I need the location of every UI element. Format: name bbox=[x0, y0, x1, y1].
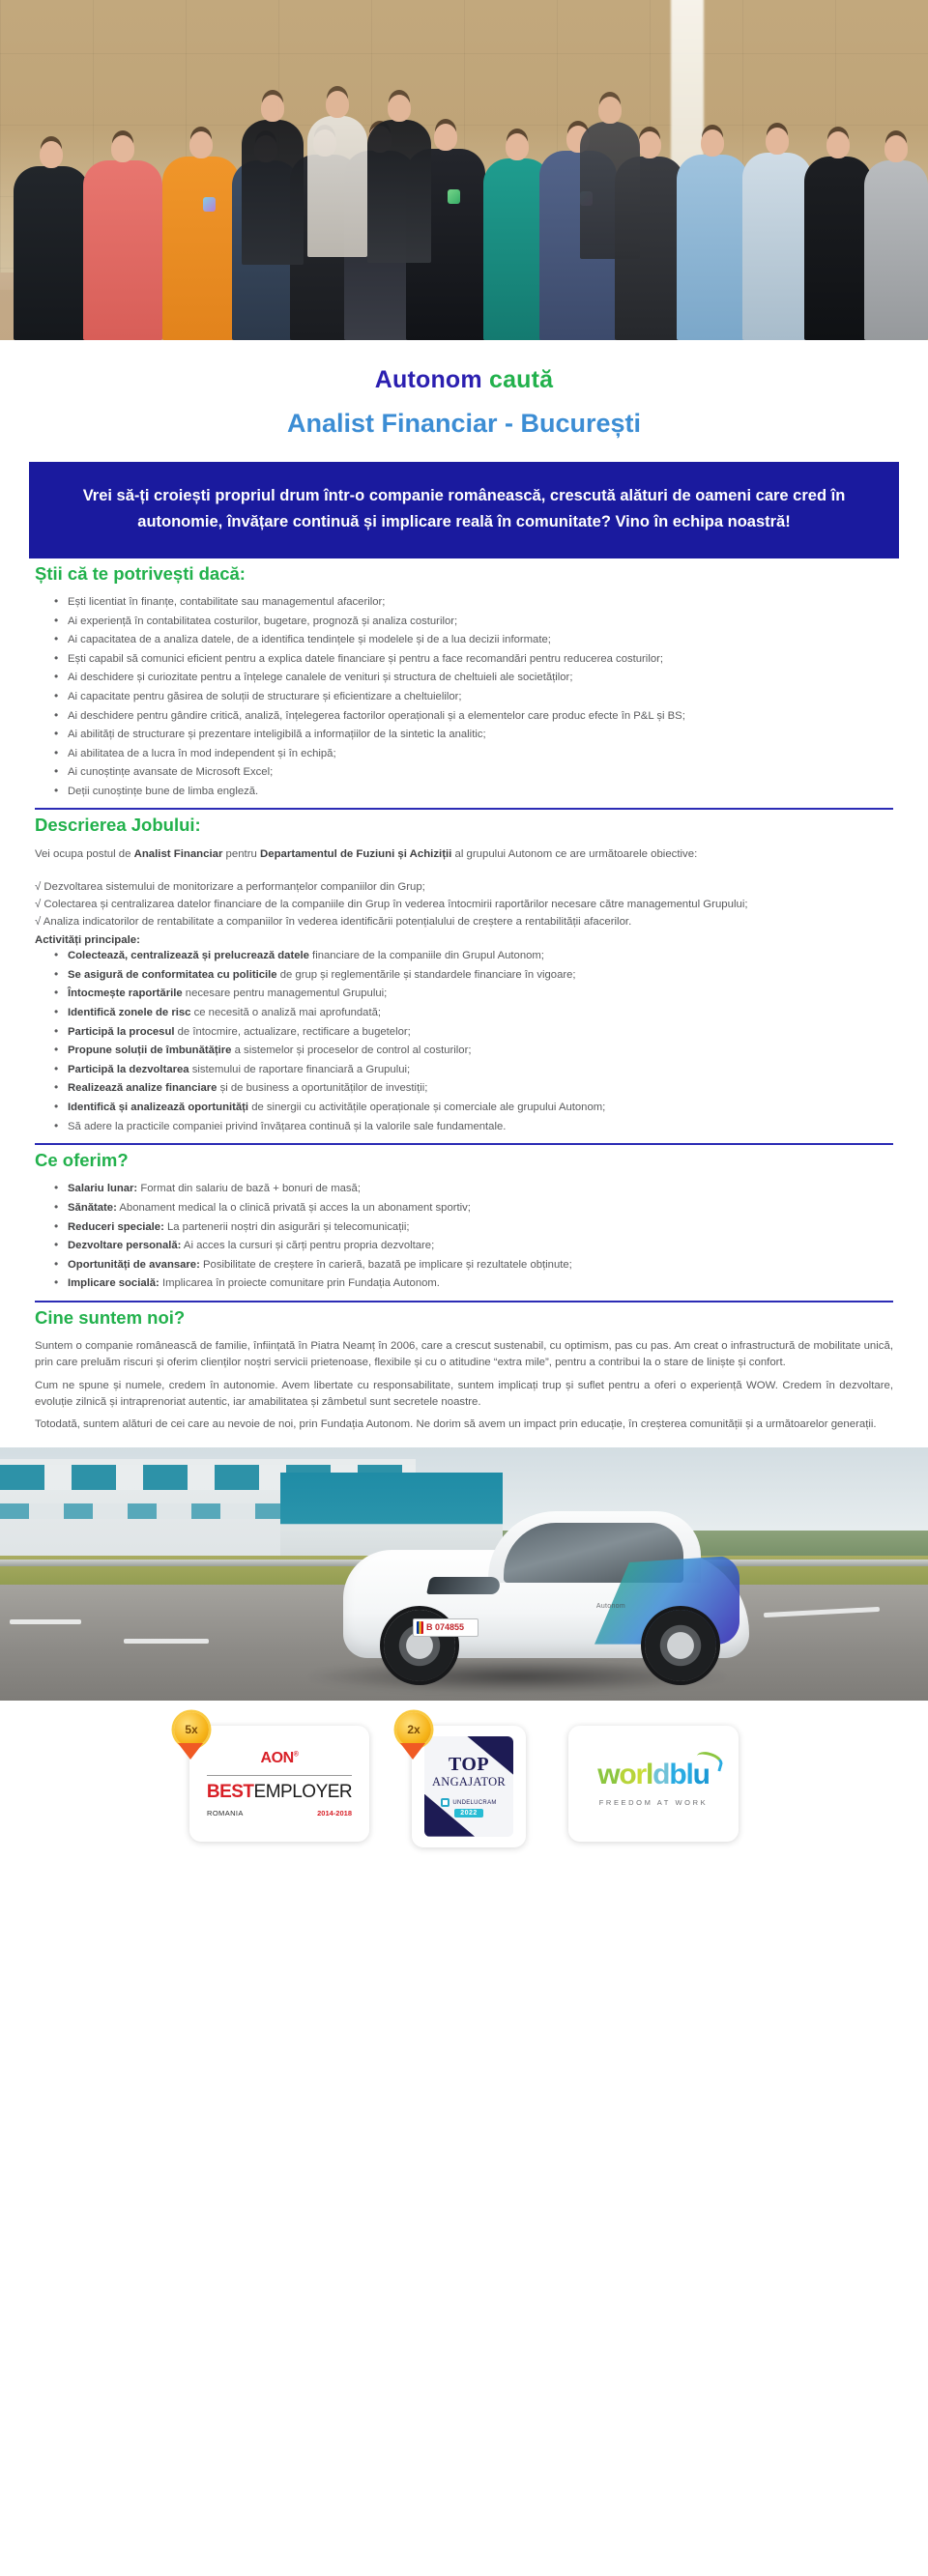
ribbon-badge-icon: 5x bbox=[174, 1712, 209, 1747]
aon-title-best: BEST bbox=[206, 1781, 254, 1802]
top-angajator-line2: ANGAJATOR bbox=[431, 1775, 507, 1789]
worldblu-letter: u bbox=[692, 1758, 710, 1790]
name-badge bbox=[203, 197, 216, 212]
worldblu-logo bbox=[597, 1760, 709, 1789]
person-head bbox=[884, 135, 908, 162]
about-paragraph: Totodată, suntem alături de cei care au nevoie de noi, prin Fundația Autonom. Ne dorim să avem un impact prin educație, în creșterea comunității și a următoarelor generații. bbox=[35, 1418, 877, 1431]
item-bold: Salariu lunar: bbox=[68, 1183, 138, 1195]
rear-wheel bbox=[645, 1610, 716, 1681]
person bbox=[242, 120, 304, 265]
section-title-job-description: Descrierea Jobului: bbox=[35, 815, 201, 836]
section-title-requirements: Știi că te potrivești dacă: bbox=[35, 562, 246, 584]
item-bold: Oportunități de avansare: bbox=[68, 1258, 200, 1271]
aon-footer bbox=[207, 1809, 352, 1818]
person bbox=[162, 157, 240, 340]
divider bbox=[207, 1775, 352, 1776]
job-description-intro bbox=[35, 846, 893, 863]
list-item bbox=[54, 1257, 889, 1274]
person bbox=[864, 160, 928, 340]
person bbox=[83, 160, 162, 340]
awards-footer bbox=[0, 1701, 928, 1878]
person bbox=[580, 122, 640, 259]
item-bold: Se asigură de conformitatea cu politicile bbox=[68, 968, 277, 981]
item-bold: Reduceri speciale: bbox=[68, 1220, 164, 1233]
list-item bbox=[54, 1024, 889, 1041]
list-item: √ Dezvoltarea sistemului de monitorizare a performanțelor companiilor din Grup; bbox=[35, 880, 425, 893]
person bbox=[14, 166, 89, 340]
top-angajator-line1: TOP bbox=[448, 1754, 490, 1776]
item-rest: sistemului de raportare financiară a Grupului; bbox=[188, 1063, 411, 1075]
ro-flag-icon bbox=[417, 1621, 423, 1634]
worldblu-letter: l bbox=[646, 1758, 653, 1790]
company-name: Autonom bbox=[374, 366, 482, 393]
license-plate bbox=[413, 1618, 478, 1637]
about-paragraph: Suntem o companie românească de familie, înființată în Piatra Neamț în 2006, care a crescut sustenabil, cu optimism, pas cu pas. Am creat o infrastructură de mobilitate unică, prin care preluăm riscuri și oferim clienților noștri servicii prietenoase, flexibile și cu o atitudine “extra mile”, pentru a contribui la o stare de liniște și confort. bbox=[35, 1340, 893, 1369]
person bbox=[677, 155, 748, 340]
item-rest: a sistemelor și proceselor de control al costurilor; bbox=[231, 1045, 472, 1057]
person bbox=[742, 153, 812, 340]
requirements-list bbox=[35, 594, 893, 800]
undelucram-year: 2022 bbox=[454, 1809, 483, 1818]
person-head bbox=[506, 133, 529, 160]
section-divider bbox=[35, 808, 893, 810]
person-head bbox=[326, 91, 349, 118]
activities-heading: Activități principale: bbox=[35, 934, 140, 947]
objectives-list bbox=[35, 879, 893, 930]
headlight bbox=[426, 1577, 502, 1594]
hero-team-photo bbox=[0, 0, 928, 340]
list-item: • Ai deschidere și curiozitate pentru a înțelege canalele de venituri și structura de cheltuieli ale societăților; bbox=[54, 670, 889, 686]
undelucram-source bbox=[441, 1798, 496, 1807]
list-item bbox=[54, 1119, 889, 1135]
person-head bbox=[766, 128, 789, 155]
worldblu-letter: d bbox=[652, 1758, 670, 1790]
aon-title bbox=[207, 1783, 352, 1801]
person bbox=[367, 120, 431, 263]
autonom-car bbox=[343, 1509, 749, 1683]
section-divider bbox=[35, 1301, 893, 1302]
lane-marking bbox=[124, 1639, 209, 1644]
list-item bbox=[54, 1275, 889, 1292]
posting-content bbox=[0, 562, 928, 1434]
item-bold: Realizează analize financiare bbox=[68, 1082, 218, 1095]
person-head bbox=[701, 129, 724, 157]
list-item bbox=[54, 1238, 889, 1254]
intro-mid: pentru bbox=[222, 847, 261, 860]
hero-people-group bbox=[0, 99, 928, 340]
list-item: • Ai abilități de structurare și prezentare inteligibilă a informațiilor de la sintetic la analitic; bbox=[54, 727, 889, 743]
item-rest: Implicarea în proiecte comunitare prin Fundația Autonom. bbox=[159, 1277, 440, 1290]
about-paragraph: Cum ne spune și numele, credem în autonomie. Avem libertate cu responsabilitate, suntem implicați trup și suflet pentru a oferi o experiență WOW. Credem în dezvoltare, evoluție zilnică și intraprenoriat autentic, iar amabilitatea și zâmbetul sunt secretele noastre. bbox=[35, 1379, 893, 1408]
item-rest: de întocmire, actualizare, rectificare a bugetelor; bbox=[174, 1025, 411, 1038]
person-head bbox=[261, 95, 284, 122]
intro-role: Analist Financiar bbox=[133, 847, 223, 860]
item-bold: Întocmește raportările bbox=[68, 987, 183, 1000]
item-bold: Sănătate: bbox=[68, 1201, 117, 1214]
aon-brand-text: AON bbox=[260, 1749, 294, 1766]
list-item: • Ai experiență în contabilitatea costurilor, bugetare, prognoză și analiza costurilor; bbox=[54, 614, 889, 630]
list-item: • Ai capacitate pentru găsirea de soluții de structurare și eficientizare a cheltuielilor; bbox=[54, 689, 889, 705]
list-item bbox=[54, 1043, 889, 1059]
item-rest: La partenerii noștri din asigurări și telecomunicații; bbox=[163, 1220, 410, 1233]
list-item bbox=[54, 967, 889, 984]
list-item: • Deții cunoștințe bune de limba engleză. bbox=[54, 784, 889, 800]
ribbon-badge-icon: 2x bbox=[396, 1712, 431, 1747]
worldblu-tagline: FREEDOM AT WORK bbox=[598, 1797, 709, 1807]
registered-mark-icon: ® bbox=[293, 1751, 299, 1759]
list-item bbox=[54, 986, 889, 1002]
person-head bbox=[826, 131, 850, 158]
person-head bbox=[638, 131, 661, 158]
list-item: • Ai deschidere pentru gândire critică, analiză, înțelegerea factorilor operaționali și a elementelor care produc efecte în P&L și BS; bbox=[54, 708, 889, 725]
person bbox=[307, 116, 367, 257]
person-head bbox=[189, 131, 213, 158]
item-bold: Colectează, centralizează și prelucrează datele bbox=[68, 950, 309, 962]
car-brand-label: Autonom bbox=[595, 1602, 625, 1610]
worldblu-letter: b bbox=[669, 1758, 686, 1790]
aon-country: ROMANIA bbox=[207, 1808, 244, 1818]
worldblu-letter: l bbox=[685, 1758, 693, 1790]
lane-marking bbox=[10, 1619, 81, 1624]
activities-list bbox=[35, 948, 893, 1134]
item-rest: Posibilitate de creștere în carieră, bazată pe implicare și rezultatele obținute; bbox=[199, 1258, 572, 1271]
lane-marking bbox=[764, 1607, 880, 1617]
item-rest: Să adere la practicile companiei privind învățarea continuă și la valorile sale fundamentale. bbox=[68, 1120, 507, 1132]
item-rest: Abonament medical la o clinică privată și acces la un abonament sportiv; bbox=[116, 1201, 471, 1214]
worldblu-letter: w bbox=[597, 1758, 620, 1790]
item-rest: financiare de la companiile din Grupul Autonom; bbox=[308, 950, 544, 962]
aon-years: 2014-2018 bbox=[317, 1808, 352, 1818]
award-top-angajator bbox=[407, 1722, 526, 1847]
undelucram-label: UNDELUCRAM bbox=[452, 1799, 497, 1806]
item-rest: Format din salariu de bază + bonuri de masă; bbox=[137, 1183, 361, 1195]
item-bold: Dezvoltare personală: bbox=[68, 1240, 182, 1252]
name-badge bbox=[448, 189, 460, 204]
list-item bbox=[54, 1200, 889, 1216]
person-head bbox=[40, 141, 63, 168]
person-head bbox=[388, 95, 411, 122]
award-aon-best-employer bbox=[185, 1722, 369, 1842]
item-rest: Ai acces la cursuri și cărți pentru propria dezvoltare; bbox=[181, 1240, 435, 1252]
person-head bbox=[598, 97, 622, 124]
person-head bbox=[434, 124, 457, 151]
page-title-line1 bbox=[0, 365, 928, 394]
list-item bbox=[54, 1100, 889, 1116]
item-bold: Propune soluții de îmbunătățire bbox=[68, 1045, 232, 1057]
intro-banner: Vrei să-ți croiești propriul drum într-o companie românească, crescută alături de oameni care cred în autonomie, învățare continuă și implicare reală în comunitate? Vino în echipa noastră! bbox=[29, 462, 899, 558]
aon-logo bbox=[260, 1750, 298, 1767]
license-plate-number: B 074855 bbox=[426, 1622, 465, 1633]
item-bold: Participă la procesul bbox=[68, 1025, 175, 1038]
title-verb: caută bbox=[488, 366, 554, 393]
aon-title-employer: EMPLOYER bbox=[253, 1781, 353, 1802]
item-bold: Participă la dezvoltarea bbox=[68, 1063, 189, 1075]
item-rest: de sinergii cu activitățile operaționale și comerciale ale grupului Autonom; bbox=[248, 1102, 606, 1114]
item-bold: Identifică și analizează oportunități bbox=[68, 1102, 249, 1114]
intro-pre: Vei ocupa postul de bbox=[35, 847, 134, 860]
section-title-about: Cine suntem noi? bbox=[35, 1306, 186, 1328]
list-item bbox=[54, 1181, 889, 1197]
list-item: • Ai capacitatea de a analiza datele, de a identifica tendințele și modelele și de a lua decizii informate; bbox=[54, 632, 889, 648]
item-rest: ce necesită o analiză mai aprofundată; bbox=[190, 1007, 382, 1019]
section-divider bbox=[35, 1143, 893, 1145]
item-rest: de grup și reglementările și standardele financiare în vigoare; bbox=[276, 968, 576, 981]
posting-title-block bbox=[0, 340, 928, 452]
section-title-offer: Ce oferim? bbox=[35, 1150, 129, 1171]
worldblu-letter: o bbox=[619, 1758, 636, 1790]
person-head bbox=[111, 135, 134, 162]
list-item: √ Colectarea și centralizarea datelor financiare de la companiile din Grup în vederea întocmirii raportărilor necesare către managementul Grupului; bbox=[35, 899, 748, 911]
offer-list bbox=[35, 1181, 893, 1292]
item-bold: Identifică zonele de risc bbox=[68, 1007, 191, 1019]
list-item bbox=[54, 1005, 889, 1021]
list-item: • Ești licentiat în finanțe, contabilitate sau managementul afacerilor; bbox=[54, 594, 889, 611]
top-angajator-inner bbox=[424, 1736, 513, 1837]
award-worldblu bbox=[568, 1726, 739, 1842]
undelucram-logo-icon bbox=[441, 1798, 450, 1807]
list-item: √ Analiza indicatorilor de rentabilitate a companiilor în vederea identificării potențialului de creștere a rentabilității afacerilor. bbox=[35, 916, 632, 929]
list-item bbox=[54, 1080, 889, 1097]
list-item: • Ai abilitatea de a lucra în mod independent și în echipă; bbox=[54, 746, 889, 762]
job-position-title: Analist Financiar - București bbox=[286, 409, 642, 438]
list-item bbox=[54, 948, 889, 964]
intro-post: al grupului Autonom ce are următoarele obiective: bbox=[451, 847, 698, 860]
item-bold: Implicare socială: bbox=[68, 1277, 160, 1290]
list-item: • Ai cunoștințe avansate de Microsoft Excel; bbox=[54, 764, 889, 781]
list-item bbox=[54, 1219, 889, 1236]
worldblu-letter: r bbox=[635, 1758, 647, 1790]
intro-department: Departamentul de Fuziuni și Achiziții bbox=[260, 847, 452, 860]
person bbox=[804, 157, 872, 340]
list-item: • Ești capabil să comunici eficient pentru a explica datele financiare și pentru a face recomandări pentru reducerea costurilor; bbox=[54, 651, 889, 668]
item-rest: necesare pentru managementul Grupului; bbox=[182, 987, 388, 1000]
list-item bbox=[54, 1062, 889, 1078]
spacer bbox=[35, 869, 893, 877]
car-photo bbox=[0, 1447, 928, 1701]
item-rest: și de business a oportunităților de investiții; bbox=[217, 1082, 428, 1095]
